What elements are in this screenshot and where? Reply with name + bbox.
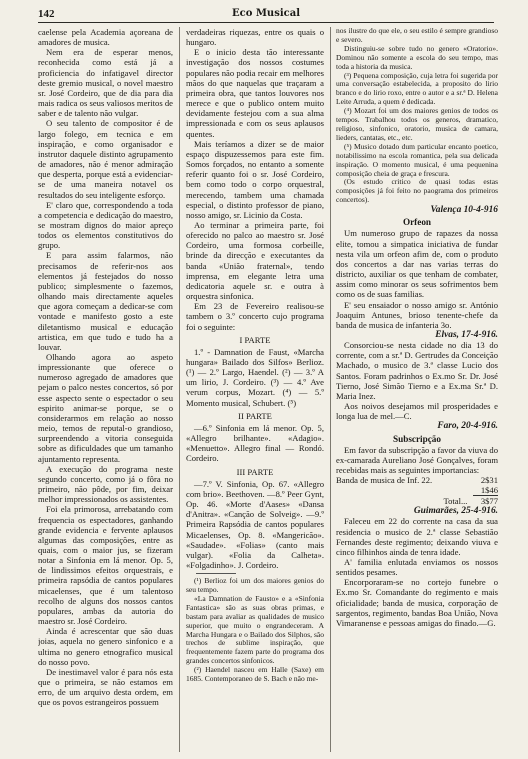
program-part: —6.º Sinfonia em lá menor. Op. 5, «Allegro brilhante». «Adagio». «Menuetto». Allegro final — Rondó. Cordeiro. bbox=[186, 422, 324, 464]
subscription-value: 1$46 bbox=[473, 485, 498, 496]
footnote: «La Damnation de Fausto» e a «Sinfonia Fantastica» são as suas obras primas, e bastam para avaliar as qualidades de musico superior, que muito o engrandeceram. A Marcha Hungara e o Bailado dos Silphos, são trechos de sublime inspiração, que frequentemente fazem parte do programa dos grandes concertos sinfonicos. bbox=[186, 593, 324, 666]
paragraph: A' familia enlutada enviamos os nossos sentidos pesames. bbox=[336, 556, 498, 578]
program-part-title: II PARTE bbox=[238, 410, 272, 421]
subscription-total: 3$77 bbox=[480, 496, 498, 507]
footnote: (²) Haendel nasceu em Halle (Saxe) em 1685. Contemporaneo de S. Bach e não me- bbox=[186, 665, 324, 684]
column-divider bbox=[330, 27, 331, 752]
subscription-total-label: Total... bbox=[443, 496, 468, 507]
dateline: Elvas, 17-4-916. bbox=[435, 330, 498, 340]
footnote: (¹) Berlioz foi um dos maiores genios do seu tempo. bbox=[186, 576, 324, 595]
subscription-table bbox=[336, 475, 498, 506]
footnote: (⁵) Musico dotado dum particular encanto poetico, notabilissimo na escola romantica, pela sua delicada inspiração. O momento musical, é uma pequenina composição cheia de graça e frescura. bbox=[336, 141, 498, 178]
paragraph: E' seu ensaiador o nosso amigo sr. António Joaquim Antunes, brioso tenente-chefe da banda de musica de infanteria 3o. bbox=[336, 299, 498, 330]
column-divider bbox=[179, 27, 180, 752]
paragraph: Aos noivos desejamos mil prosperidades e longa lua de mel.—C. bbox=[336, 401, 498, 422]
header-rule bbox=[38, 22, 494, 23]
paragraph: Ao terminar a primeira parte, foi oferecido no palco ao maestro sr. José Cordeiro, uma formosa corbeille, brinde da direcção e executantes da banda «União fraternal», tendo imprensa, em elegante letra uma dedicatoria aquele sr. e outra à orquestra sinfonica. bbox=[186, 219, 324, 302]
paragraph: O seu talento de compositor é de largo folego, em tecnica e em inspiração, e como organisador e instrutor daquele distinto agrupamento de amadores, não é menor admiração que desperta, porque está a evidenciar-se de uma maneira notavel os resultados do seu inteligente esforço. bbox=[38, 118, 173, 200]
section-heading: Orfeon bbox=[402, 217, 432, 228]
paragraph: E' claro que, correspondendo a toda a competencia e dedicação do maestro, se mostram dignos do maior apreço todos os elementos constitutivos do grupo. bbox=[38, 199, 173, 251]
dateline: Faro, 20-4-916. bbox=[437, 421, 498, 432]
footnote: (⁴) Mozart foi um dos maiores genios de todos os tempos. Trabalhou todos os generos, dramatico, religioso, sinfonico, oratorio, musica de camara, lieders, cantatas, etc., etc. bbox=[336, 106, 498, 142]
paragraph: E o inicio desta tão interessante investigação dos nossos costumes populares não podia recair em melhores mãos do que naquelas que traçaram a primeira obra, que tantos louvores nos merece e que o publico ontem muito devidamente festejou com a sua alma impressionada e com os seus aplausos quentes. bbox=[186, 47, 324, 139]
paragraph: E para assim falarmos, não precisamos de referir-nos aos elementos já festejados do nosso publico; simplesmente o fazemos, olhando mais directamente aqueles que agora começam a dedicar-se com vontade e manifesto gosto a este diletantismo musical e educação artistica, em que tudo e tudo ha a louvar. bbox=[38, 250, 173, 352]
paragraph: Encorporaram-se no cortejo funebre o Ex.mo Sr. Comandante do regimento e mais oficialidade; banda de musica, corporação de sargentos, regimento, bandas Boa União, Nova Vimaranense e pessoas amigas do finado.—G. bbox=[336, 577, 498, 628]
paragraph: Olhando agora ao aspeto impressionante que oferece o numeroso agregado de amadores que pejam o palco nestes concertos, só por esse aspecto sente o espectador o seu espirito animar-se porque, se o considerarmos em relação ao nosso meio, temos de reputal-o grandioso, surpreendendo a vitoria conseguida sobre as dificuldades que um tamanho ajuntamento representa. bbox=[38, 352, 173, 464]
paragraph: verdadeiras riquezas, entre os quais o hungaro. bbox=[186, 27, 324, 48]
paragraph: Mais teríamos a dizer se de maior espaço dispuzessemos para este fim. Somos forçados, no entanto a somente referir quanto foi o sr. José Cordeiro, bem como todo o corpo orquestral, merecendo, tambem uma chamada especial, o distinto professor de piano, nosso amigo, sr. Licinio da Costa. bbox=[186, 138, 324, 220]
footnote: nos ilustre do que ele, o seu estilo é sempre grandioso e severo. bbox=[336, 27, 498, 44]
footnote: (Os estudo critico de quasi todas estas composições já foi feito no paograma dos primeiros concertos). bbox=[336, 177, 498, 205]
page-number: 142 bbox=[38, 8, 55, 20]
paragraph: Um numeroso grupo de rapazes da nossa elite, tomou a simpatica iniciativa de fundar nesta vila um orfeon afim de, com o produto dos concertos a dar nas varias terras do districto, auxiliar os que tenham de combater, assim como minorar os seus sofrimentos bem como os de suas familias. bbox=[336, 228, 498, 300]
publication-title: Eco Musical bbox=[232, 8, 300, 19]
column-2 bbox=[186, 27, 324, 752]
paragraph: Foi ela primorosa, arrebatando com frequencia os espectadores, ganhando grande evidencia e fervente aplausos algumas das composições, entre as quais, com o maior jus, se fizeram notar a Sinfonia em lá menor. Op. 5, de lindissimos efeitos orquestrais, e primeira rapsódia de cantos populares micaelenses, que é um talentoso recolho de alguns dos nossos cantos populares, ambas da autoria do maestro sr. José Cordeiro. bbox=[38, 504, 173, 627]
paragraph: Faleceu em 22 do corrente na casa da sua residencia o musico de 2.ª classe Sebastião Fernandes deste regimento; deixando viuva e cinco filhinhos ainda de tenra idade. bbox=[336, 516, 498, 557]
dateline: Guimarães, 25-4-916. bbox=[413, 506, 498, 517]
paragraph: De inestimavel valor é para nós esta que o primeira, se não estamos em erro, de um arquivo desta ordem, em que os povos estrangeiros possuem bbox=[38, 666, 173, 708]
paragraph: Consorciou-se nesta cidade no dia 13 do corrente, com a sr.ª D. Gertrudes da Conceição Machado, o musico de 3.ª classe Lucio dos Santos. Foram padrinhos o Ex.mo Sr. Dr. José Tierno, José Simão Tierno e a Ex.ma Sr.ª D. Maria Inez. bbox=[336, 340, 498, 401]
paragraph: caelense pela Academia açoreana de amadores de musica. bbox=[38, 27, 173, 48]
footnote-rule bbox=[196, 573, 236, 574]
footnote: Distinguiu-se sobre tudo no genero «Oratorio». Dominou não somente a escola do seu tempo, mas toda a historia da musica. bbox=[336, 43, 498, 71]
program-part: 1.º - Damnation de Faust, «Marcha hungara» Bailado dos Silfos» Berlioz. (¹) — 2.º Largo, Haendel. (²) — 3.º A um lirio, J. Cordeiro. (³) — 4.º Ave verum corpus, Mozart. (⁴) — 5.º Momento musical, Schubert. (⁵) bbox=[186, 346, 324, 408]
program-part: —7.º V. Sinfonia, Op. 67. «Allegro com brio». Beethoven. —8.º Peer Gynt, Op. 46. «Morte d'Aases» «Dansa d'Anitra». «Canção de Solveig». —9.º Primeira Rapsódia de cantos populares Micaelenses, Op. 8. «Mangericão». «Saudade». «Folias» (canto mais vulgar). «Folia da Calheta». «Folgadinho». J. Cordeiro. bbox=[186, 478, 324, 570]
section-heading: Subscripção bbox=[393, 433, 441, 444]
column-1 bbox=[38, 27, 173, 752]
program-part-title: I PARTE bbox=[239, 334, 271, 345]
dateline: Valença 10-4-916 bbox=[430, 205, 498, 216]
footnote: (³) Pequena composição, cuja letra foi sugerida por uma conversação estabelecida, a proposito do lirio branco e do lirio roxo, entre o autor e a sr.ª D. Helena Leite Arruda, a quem é dedicada. bbox=[336, 70, 498, 107]
program-part-title: III PARTE bbox=[236, 466, 274, 477]
paragraph: Nem era de esperar menos, reconhecida como está já a proficiencia do infatigavel director deste gremio musical, o novel maestro sr. José Cordeiro, que de dia para dia mais radica os seus valiosos meritos de saber e de talento não vulgar. bbox=[38, 47, 173, 119]
column-3 bbox=[336, 27, 498, 752]
paragraph: Em 23 de Fevereiro realisou-se tambem o 3.º concerto cujo programa foi o seguinte: bbox=[186, 301, 324, 332]
paragraph: Em favor da subscripção a favor da viuva do ex-camarada Aureliano José Gonçalves, foram recebidas mais as seguintes importancias: bbox=[336, 444, 498, 476]
subscription-label: Banda de musica de Inf. 22. bbox=[336, 475, 433, 486]
paragraph: A execução do programa neste segundo concerto, como já o fôra no primeiro, não pôde, por fim, deixar melhor impressionados os assistentes. bbox=[38, 463, 173, 505]
subscription-value: 2$31 bbox=[480, 475, 498, 486]
paragraph: Ainda é acrescentar que são duas joias, aquela no genero sinfonico e a ultima no genero etnografico musical do nosso povo. bbox=[38, 626, 173, 667]
